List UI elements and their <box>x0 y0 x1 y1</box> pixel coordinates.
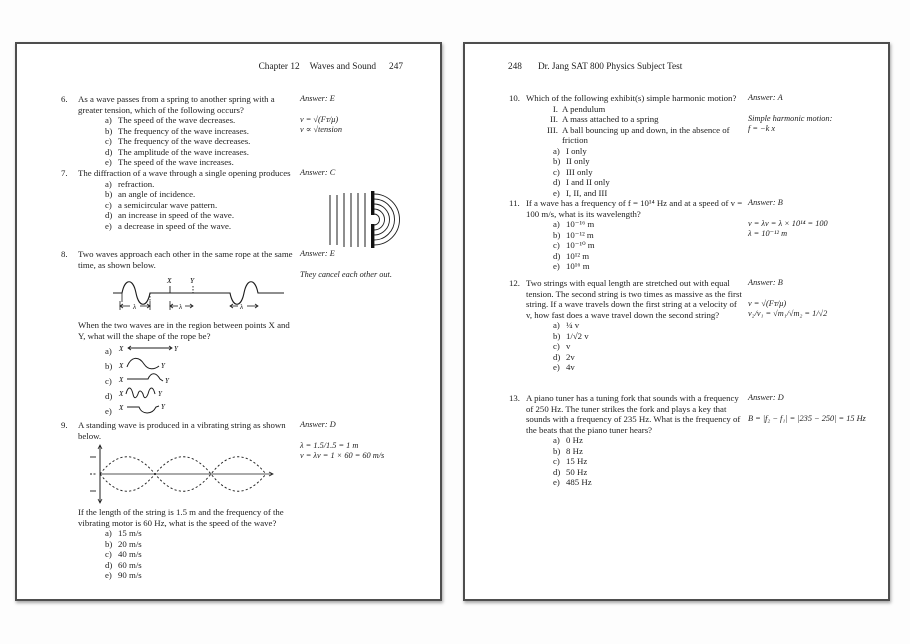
question-8 <box>61 249 441 416</box>
option-c: c) 15 Hz <box>553 456 588 466</box>
question-text-2: If the length of the string is 1.5 m and the frequency of the vibrating motor is 60 Hz, what is the speed of the wave? <box>78 507 284 528</box>
answer-label: Answer: C <box>300 168 336 177</box>
answer-label: Answer: B <box>748 198 783 207</box>
option-a: a) 10⁻¹⁶ m <box>553 219 595 229</box>
right-page <box>463 42 890 601</box>
lambda-label: λ <box>179 303 183 311</box>
option-d: d) 10¹² m <box>553 250 590 261</box>
question-number: 7. <box>61 168 68 178</box>
margin-note: v = λν = 1 × 60 = 60 m/s <box>300 451 385 460</box>
wavelength-markers <box>120 301 258 310</box>
svg-text:Y: Y <box>161 362 165 370</box>
option-e: e) I, II, and III <box>553 187 608 198</box>
svg-text:X: X <box>119 376 124 384</box>
right-page-header <box>465 62 888 72</box>
svg-text:Y: Y <box>158 390 162 398</box>
option-d: d) X Y <box>78 386 297 401</box>
margin-note: v = √(Fᴛ/μ) <box>300 114 339 124</box>
question-body <box>526 393 745 488</box>
roman-item-1: I. A pendulum <box>552 103 606 114</box>
rope-shape-a-diagram <box>118 340 182 356</box>
option-c: c) 40 m/s <box>105 549 142 559</box>
option-b: b) 1/√2 v <box>553 330 589 341</box>
roman-item-3: III. A ball bouncing up and down, in the absence of friction <box>547 124 730 145</box>
roman-item-2: II. A mass attached to a spring <box>549 114 659 124</box>
question-13 <box>509 393 889 488</box>
semicircular-wavefronts <box>374 194 400 245</box>
svg-text:X: X <box>119 390 124 398</box>
question-text: The diffraction of a wave through a single opening produces <box>78 168 291 178</box>
barrier-top <box>371 191 374 215</box>
option-a: a) I only <box>553 145 587 156</box>
option-c: c) III only <box>553 166 593 177</box>
diffraction-diagram <box>326 189 400 251</box>
page-number: 247 <box>389 62 403 72</box>
answer-margin <box>300 420 441 581</box>
option-a: a) 0 Hz <box>553 435 583 445</box>
point-y-label: Y <box>190 276 195 285</box>
option-b: b) 8 Hz <box>553 445 583 456</box>
question-body <box>78 420 297 581</box>
option-e: e) The speed of the wave increases. <box>105 157 234 167</box>
question-text: As a wave passes from a spring to another spring with a greater tension, which of the following occurs? <box>78 94 275 115</box>
question-7 <box>61 168 441 251</box>
question-text: A standing wave is produced in a vibrating string as shown below. <box>78 420 286 441</box>
answer-margin <box>748 278 889 373</box>
option-e: e) a decrease in speed of the wave. <box>105 220 232 231</box>
answer-label: Answer: D <box>748 393 784 402</box>
question-text: If a wave has a frequency of f = 10¹⁴ Hz and at a speed of v = 100 m/s, what is its wavelength? <box>526 198 743 219</box>
lambda-label: λ <box>133 303 137 311</box>
option-d: d) 50 Hz <box>553 466 588 477</box>
question-body <box>526 93 745 198</box>
answer-margin <box>300 168 441 251</box>
option-e: e) 485 Hz <box>553 477 592 487</box>
answer-label: Answer: E <box>300 94 335 103</box>
chapter-label: Chapter 12 <box>258 62 300 72</box>
book-title: Dr. Jang SAT 800 Physics Subject Test <box>537 62 683 72</box>
option-d: d) I and II only <box>553 177 610 187</box>
question-body <box>526 198 745 272</box>
question-number: 12. <box>509 278 520 288</box>
question-text: Two strings with equal length are stretched out with equal tension. The second string is two times as massive as the first string. If a wave travels down the first string at a velocity of v, how fast does a wave travel down the second string? <box>526 278 742 320</box>
svg-text:Y: Y <box>161 403 165 411</box>
svg-text:X: X <box>119 404 124 412</box>
question-10 <box>509 93 889 198</box>
question-body <box>526 278 745 373</box>
option-e: e) X Y <box>78 401 297 416</box>
left-page <box>15 42 442 601</box>
answer-label: Answer: B <box>748 278 783 287</box>
lambda-label: λ <box>240 303 244 311</box>
answer-margin <box>300 94 441 168</box>
margin-note: Simple harmonic motion: <box>748 113 833 123</box>
standing-wave-diagram <box>86 443 281 505</box>
margin-note: λ = 10⁻¹² m <box>748 229 788 238</box>
rope-shape-c-diagram <box>118 370 182 386</box>
page-number: 248 <box>508 62 522 72</box>
answer-margin <box>748 93 889 198</box>
option-a: a) The speed of the wave decreases. <box>105 115 236 125</box>
option-b: b) an angle of incidence. <box>105 189 196 199</box>
question-text-2: When the two waves are in the region between points X and Y, what will the shape of the rope be? <box>78 320 290 341</box>
svg-text:Y: Y <box>174 345 178 353</box>
answer-label: Answer: A <box>748 93 783 102</box>
question-number: 10. <box>509 93 520 103</box>
option-d: d) 2v <box>553 351 575 362</box>
question-body <box>78 249 297 416</box>
option-b: b) 10⁻¹² m <box>553 229 594 240</box>
question-text: A piano tuner has a tuning fork that sounds with a frequency of 250 Hz. The tuner strikes the fork and plays a key that sounds with a frequency of 235 Hz. What is the frequency of the beats that the piano tuner hears? <box>526 393 741 435</box>
option-e: e) 4v <box>553 362 575 372</box>
margin-note: v₂/v₁ = √m₁/√m₂ = 1/√2 <box>748 309 828 318</box>
chapter-title: Waves and Sound <box>309 62 377 72</box>
question-6 <box>61 94 441 168</box>
question-number: 8. <box>61 249 68 259</box>
barrier-bottom <box>371 224 374 248</box>
question-number: 13. <box>509 393 520 403</box>
question-11 <box>509 198 889 272</box>
option-c: c) v <box>553 341 571 351</box>
option-d: d) The amplitude of the wave increases. <box>105 146 249 157</box>
question-text: Two waves approach each other in the same rope at the same time, as shown below. <box>78 249 293 270</box>
left-page-header <box>17 62 440 72</box>
option-b: b) The frequency of the wave increases. <box>105 125 249 136</box>
option-b: b) 20 m/s <box>105 538 142 549</box>
svg-text:X: X <box>119 345 124 353</box>
svg-text:Y: Y <box>165 377 169 385</box>
option-b: b) II only <box>553 156 590 166</box>
question-body <box>78 94 297 168</box>
question-12 <box>509 278 889 373</box>
option-e: e) 10¹⁶ m <box>553 261 590 271</box>
question-number: 6. <box>61 94 68 104</box>
answer-label: Answer: E <box>300 249 335 258</box>
option-c: c) 10⁻¹⁰ m <box>553 240 595 250</box>
margin-note: v = √(Fᴛ/μ) <box>748 298 787 308</box>
option-c: c) The frequency of the wave decreases. <box>105 136 251 146</box>
margin-note: f = −k x <box>748 124 776 133</box>
answer-margin <box>300 249 441 416</box>
option-a: a) 15 m/s <box>105 528 142 538</box>
rope-shape-b-diagram <box>118 355 182 371</box>
margin-note: They cancel each other out. <box>300 269 392 279</box>
margin-note: v = λν = λ × 10¹⁴ = 100 <box>748 218 828 228</box>
rope-shape-d-diagram <box>118 385 182 401</box>
question-text: Which of the following exhibit(s) simple harmonic motion? <box>526 93 737 103</box>
answer-margin <box>748 393 889 488</box>
margin-note: B = |f₂ − f₁| = |235 − 250| = 15 Hz <box>748 413 866 423</box>
answer-label: Answer: D <box>300 420 336 429</box>
option-a: a) ¼ v <box>553 320 580 330</box>
option-d: d) an increase in speed of the wave. <box>105 210 235 220</box>
rope-shape-e-diagram <box>118 400 182 416</box>
option-c: c) a semicircular wave pattern. <box>105 199 218 210</box>
question-number: 11. <box>509 198 520 208</box>
question-number: 9. <box>61 420 68 430</box>
option-b: b) X Y <box>78 356 297 371</box>
question-9 <box>61 420 441 581</box>
rope-pulses-diagram <box>112 273 292 317</box>
option-d: d) 60 m/s <box>105 559 142 570</box>
question-body <box>78 168 297 251</box>
option-e: e) 90 m/s <box>105 570 142 580</box>
answer-margin <box>748 198 889 272</box>
svg-text:X: X <box>119 362 124 370</box>
margin-note: λ = 1.5/1.5 = 1 m <box>300 440 359 450</box>
point-x-label: X <box>167 276 172 285</box>
margin-note: v ∝ √tension <box>300 125 342 134</box>
option-a: a) refraction. <box>105 178 155 189</box>
option-c: c) X Y <box>78 371 297 386</box>
option-a: a) X Y <box>78 341 297 356</box>
